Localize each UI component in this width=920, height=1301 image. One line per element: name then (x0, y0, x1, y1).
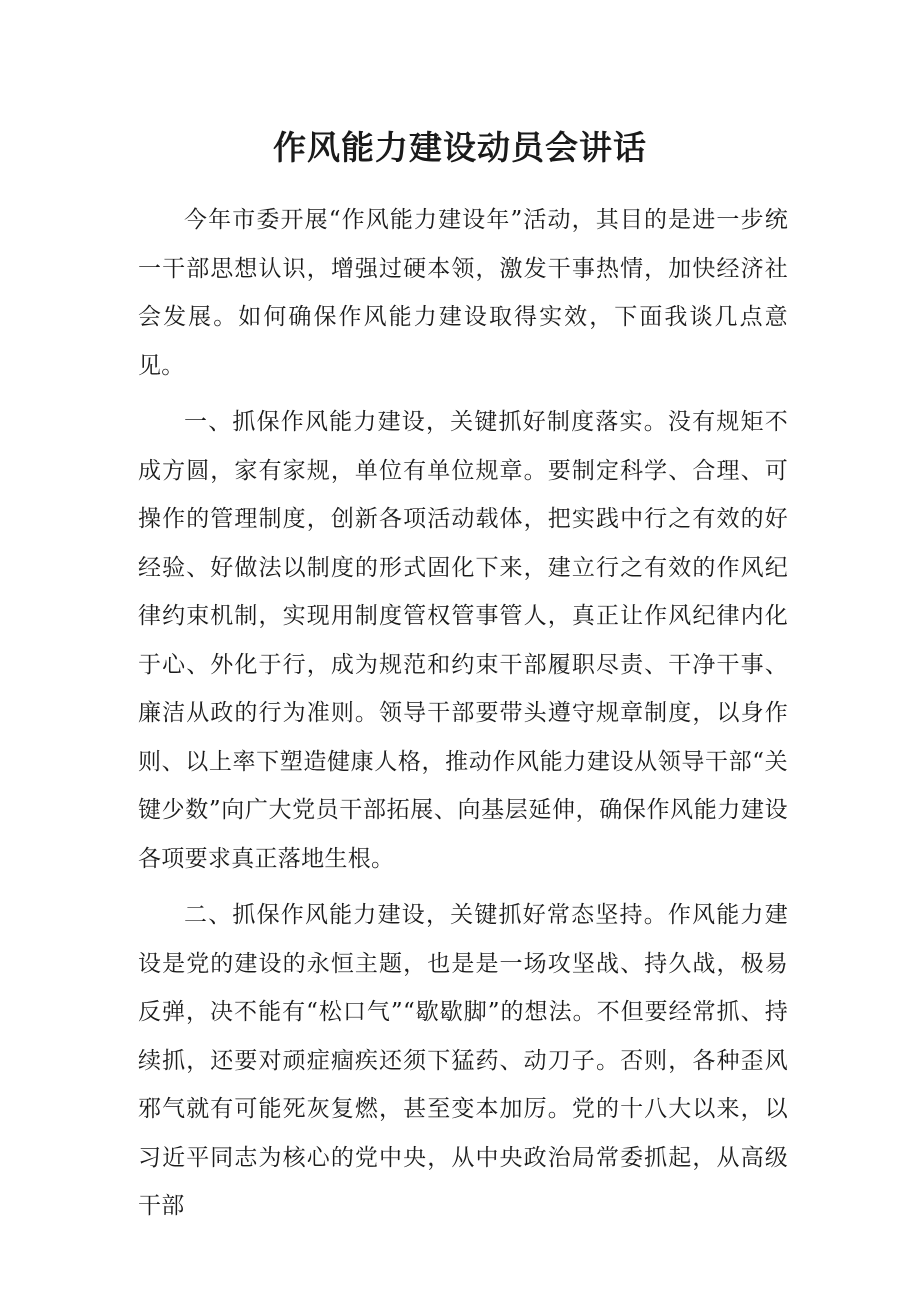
paragraph-section-one: 一、抓保作风能力建设，关键抓好制度落实。没有规矩不成方圆，家有家规，单位有单位规章。要制定科学、合理、可操作的管理制度，创新各项活动载体，把实践中行之有效的好经验、好做法以制度的形式固化下来，建立行之有效的作风纪律约束机制，实现用制度管权管事管人，真正让作风纪律内化于心、外化于行，成为规范和约束干部履职尽责、干净干事、廉洁从政的行为准则。领导干部要带头遵守规章制度，以身作则、以上率下塑造健康人格，推动作风能力建设从领导干部“关键少数”向广大党员干部拓展、向基层延伸，确保作风能力建设各项要求真正落地生根。 (138, 409, 788, 872)
paragraph-section-two: 二、抓保作风能力建设，关键抓好常态坚持。作风能力建设是党的建设的永恒主题，也是是一场攻坚战、持久战，极易反弹，决不能有“松口气”“歇歇脚”的想法。不但要经常抓、持续抓，还要对顽症痼疾还须下猛药、动刀子。否则，各种歪风邪气就有可能死灰复燃，甚至变本加厉。党的十八大以来，以习近平同志为核心的党中央，从中央政治局常委抓起，从高级干部 (138, 902, 788, 1219)
document-body (138, 196, 788, 1231)
paragraph-intro: 今年市委开展“作风能力建设年”活动，其目的是进一步统一干部思想认识，增强过硬本领，激发干事热情，加快经济社会发展。如何确保作风能力建设取得实效，下面我谈几点意见。 (138, 207, 788, 379)
document-title: 作风能力建设动员会讲话 (273, 128, 647, 167)
